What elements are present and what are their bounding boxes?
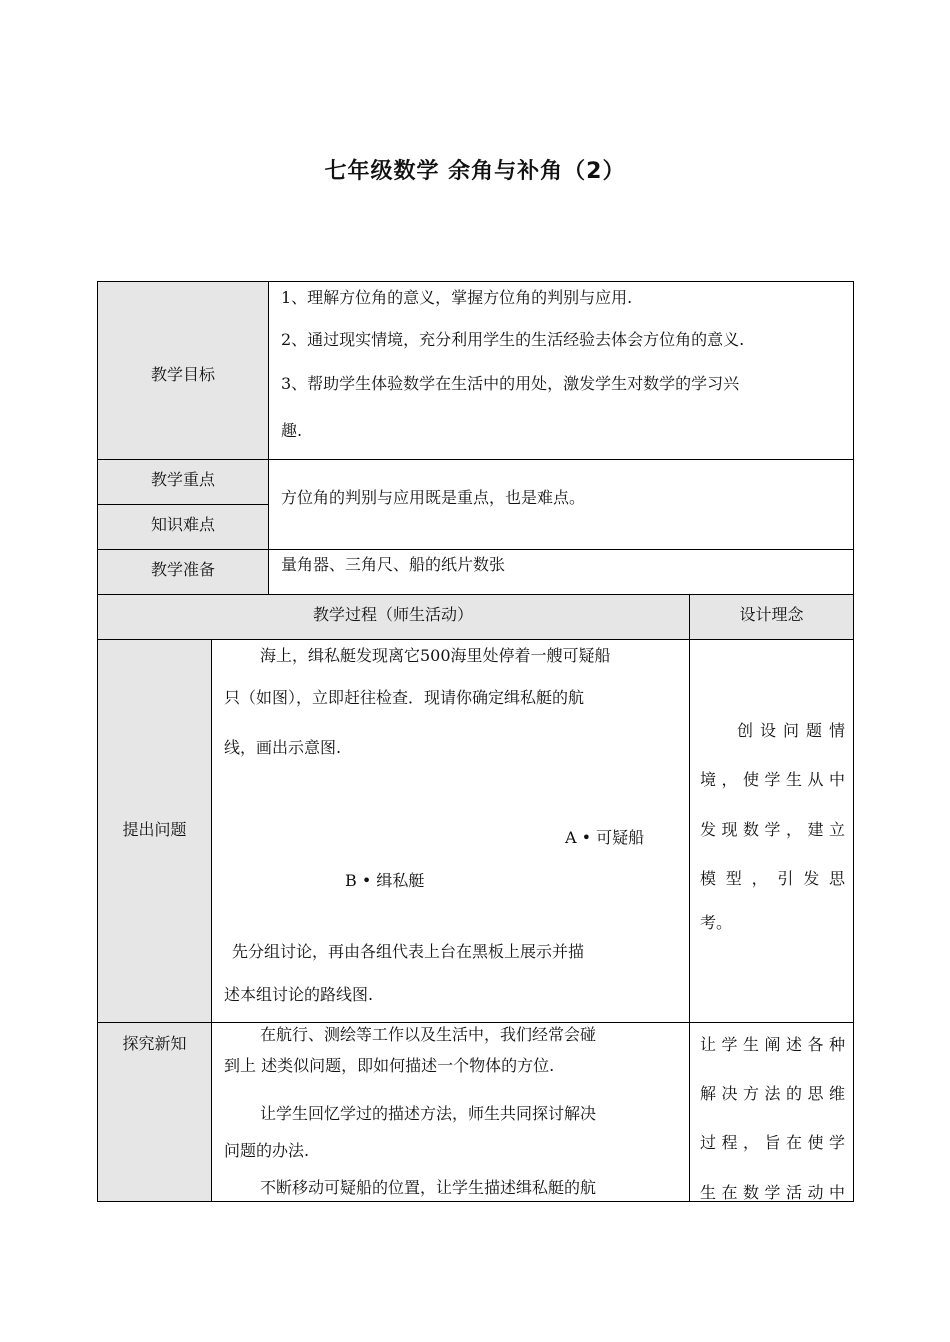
discussion-line: 先分组讨论，再由各组代表上台在黑板上展示并描: [232, 942, 585, 961]
goal-item: 趣.: [281, 421, 303, 440]
problem-label: 提出问题: [122, 820, 187, 839]
problem-line: 海上，缉私艇发现离它500海里处停着一艘可疑船: [260, 646, 611, 665]
problem-design-line: 模型，引发思: [700, 869, 845, 888]
preparation-text: 量角器、三角尺、船的纸片数张: [281, 555, 506, 574]
explore-line: 问题的办法.: [224, 1141, 310, 1160]
point-a-label: A • 可疑船: [565, 828, 645, 847]
page-title: 七年级数学 余角与补角（2）: [324, 159, 626, 184]
goals-label: 教学目标: [150, 365, 215, 384]
explore-design-line: 生在数学活动中: [700, 1183, 845, 1202]
table-rule: [97, 281, 98, 1202]
goal-item: 1、理解方位角的意义，掌握方位角的判别与应用.: [281, 288, 633, 307]
goals-label-cell: [97, 281, 269, 549]
goal-item: 2、通过现实情境，充分利用学生的生活经验去体会方位角的意义.: [281, 330, 745, 349]
problem-design-line: 境，使学生从中: [700, 770, 845, 789]
goal-item: 3、帮助学生体验数学在生活中的用处，激发学生对数学的学习兴: [281, 374, 740, 393]
table-rule: [211, 639, 212, 1202]
table-rule: [853, 281, 854, 1202]
process-header-label: 教学过程（师生活动）: [312, 605, 473, 624]
table-rule: [97, 594, 854, 595]
table-rule: [268, 281, 269, 594]
problem-line: 只（如图），立即赶往检查．现请你确定缉私艇的航: [224, 688, 585, 707]
explore-line: 在航行、测绘等工作以及生活中，我们经常会碰: [260, 1025, 597, 1044]
key-point-label: 教学重点: [150, 470, 215, 489]
problem-design-line: 发现数学，建立: [700, 820, 845, 839]
problem-line: 线，画出示意图.: [224, 738, 342, 757]
problem-design-line: 创设问题情: [737, 721, 845, 740]
explore-design-line: 过程，旨在使学: [700, 1133, 845, 1152]
explore-label: 探究新知: [122, 1034, 187, 1053]
explore-line: 到上 述类似问题，即如何描述一个物体的方位.: [224, 1056, 555, 1075]
preparation-label: 教学准备: [150, 560, 215, 579]
key-point-text: 方位角的判别与应用既是重点，也是难点。: [281, 488, 586, 507]
explore-line: 不断移动可疑船的位置，让学生描述缉私艇的航: [260, 1178, 597, 1197]
problem-design-line: 考。: [700, 913, 733, 932]
discussion-line: 述本组讨论的路线图.: [224, 985, 374, 1004]
table-rule: [97, 504, 269, 505]
design-header-label: 设计理念: [739, 605, 804, 624]
table-rule: [97, 459, 854, 460]
explore-design-line: 让学生阐述各种: [700, 1035, 845, 1054]
table-rule: [97, 549, 854, 550]
table-rule: [689, 594, 690, 1202]
explore-design-line: 解决方法的思维: [700, 1084, 845, 1103]
difficulty-label: 知识难点: [150, 515, 215, 534]
point-b-label: B • 缉私艇: [345, 871, 425, 890]
explore-line: 让学生回忆学过的描述方法，师生共同探讨解决: [260, 1104, 597, 1123]
table-rule: [97, 281, 854, 282]
